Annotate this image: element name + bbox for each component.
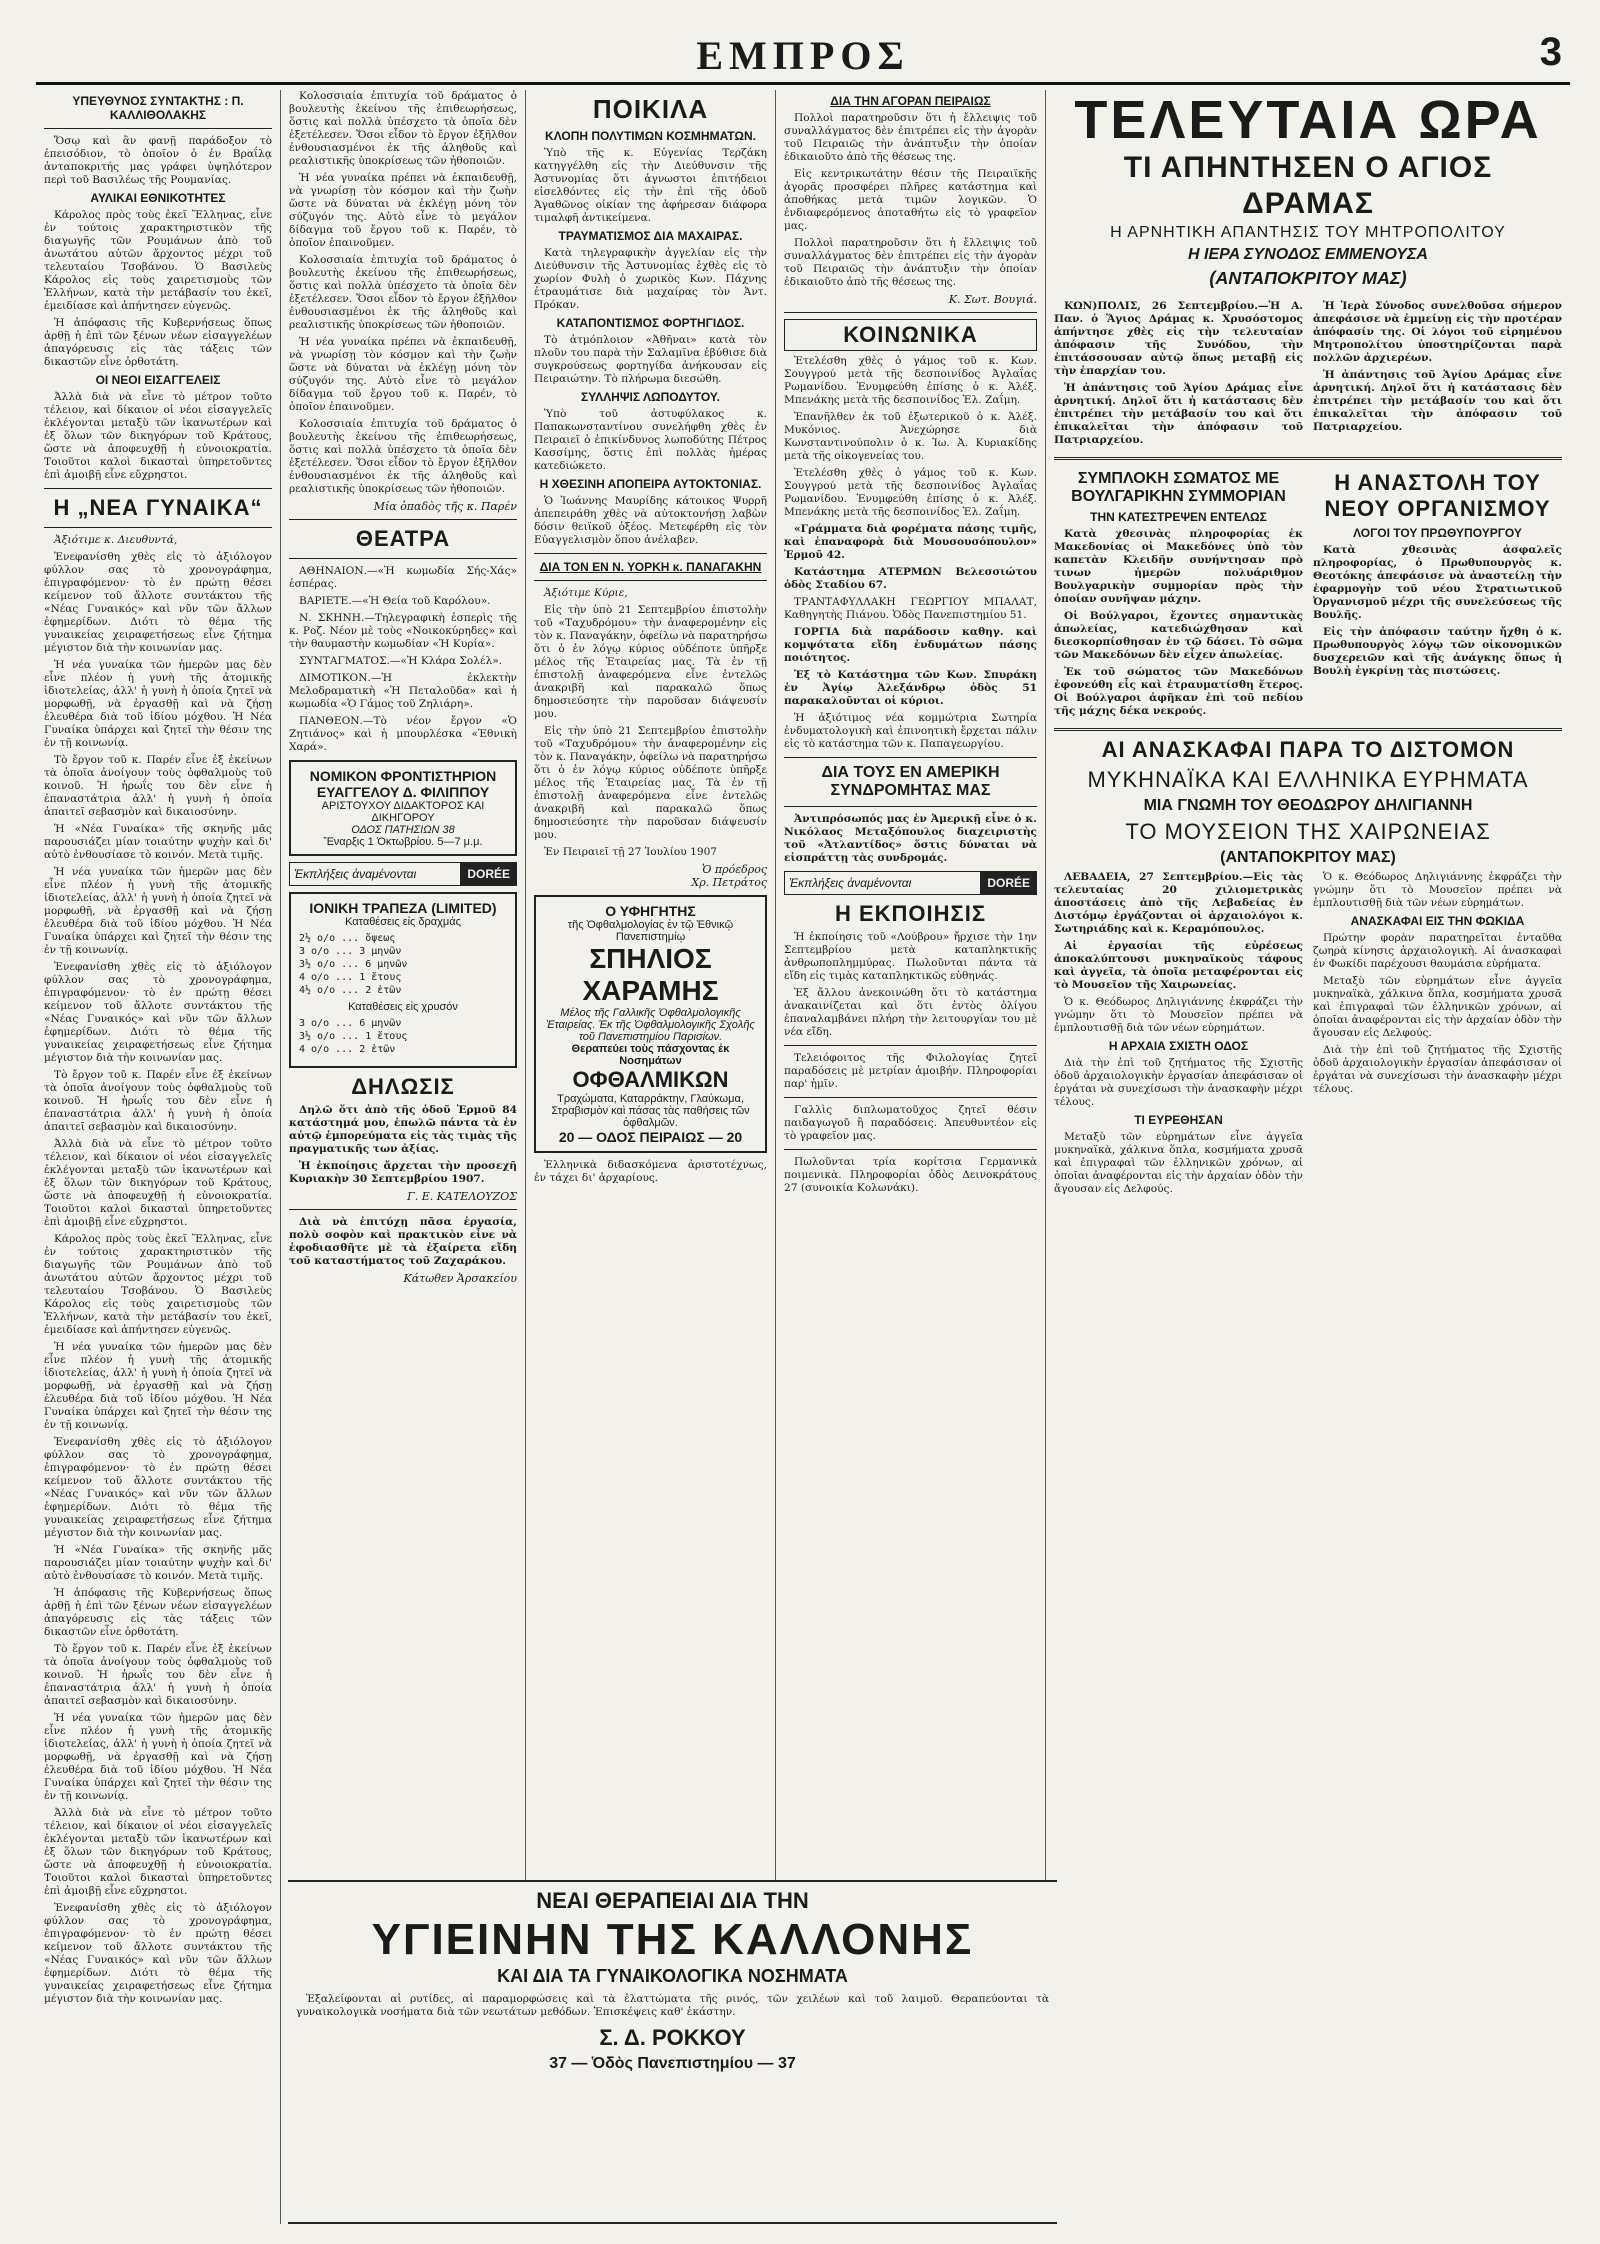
article-text: Ἡ ἀπάντησις τοῦ Ἁγίου Δράμας εἶνε ἀρνητική. Δηλοῖ ὅτι ἡ κατάστασις δὲν ἐπιτρέπει τὴν μετάβασίν του καὶ ὅτι ἐπικαλεῖται τὴν ἀπόφασιν τοῦ Πατριαρχείου.: [1054, 382, 1303, 446]
article-text: Ὁ κ. Θεόδωρος Δηλιγιάννης ἐκφράζει τὴν γνώμην ὅτι τὸ Μουσεῖον πρέπει νὰ ἐμπλουτισθῇ διὰ τῶν νέων εὑρημάτων.: [1054, 996, 1303, 1034]
ad-title: ΝΕΑΙ ΘΕΡΑΠΕΙΑΙ ΔΙΑ ΤΗΝ: [536, 1888, 809, 1913]
article-text: Ἐτελέσθη χθὲς ὁ γάμος τοῦ κ. Κων. Σουγγρού μετὰ τῆς δεσποινίδος Ἀγλαΐας Ρωμανίδου. Ἐνυμφεύθη ἐπίσης ὁ κ. Ἀλέξ. Μπενάκης μετὰ τῆς δεσποινίδος Ἑλ. Ζαΐμη.: [784, 467, 1037, 518]
signature: Μία ὀπαδὸς τῆς κ. Παρέν: [373, 500, 517, 513]
article-text: Κατὰ χθεσινὰς πληροφορίας ἐκ Μακεδονίας οἱ Μακεδόνες ὑπὸ τὸν καπετὰν Κλειδῆν συνήντησαν πρὸ τινων ἡμερῶν πολυάριθμον Βουλγαρικὴν συμμορίαν πρὸς τὴν ὁποίαν συνῆψαν μάχην.: [1054, 528, 1303, 605]
article-text: Κάρολος πρὸς τοὺς ἐκεῖ Ἕλληνας, εἶνε ἐν τούτοις χαρακτηριστικὸν τῆς διαγωγῆς τῶν Ρουμάνων ἀπὸ τοῦ ἀνωτάτου αὐτῶν ἄρχοντος μέχρι τοῦ τελευταίου Τσοβάνου. Ὁ Βασιλεὺς Κάρολος εἰς τοὺς χαιρετισμοὺς τῶν Ἑλλήνων, κατὰ τὴν μετάβασίν του ἐκεῖ, ἐμειδίασε καὶ ἀπήντησεν εὐγενῶς.: [44, 1233, 272, 1336]
article-text: Ἐνεφανίσθη χθὲς εἰς τὸ ἀξιόλογον φύλλον σας τὸ χρονογράφημα, ἐπιγραφόμενον· τὸ ἐν πρώτῃ θέσει κείμενον τοῦ ἄλλοτε συντάκτου τῆς «Νέας Γυναικός» καὶ νῦν τῶν ἄλλων ἐφημερίδων. Διότι τὸ θέμα τῆς γυναικείας χειραφετήσεως εἶνε ζήτημα μέγιστον διὰ τὴν κοινωνίαν μας.: [44, 551, 272, 654]
article-text: Ὁ κ. Θεόδωρος Δηλιγιάννης ἐκφράζει τὴν γνώμην ὅτι τὸ Μουσεῖον πρέπει νὰ ἐμπλουτισθῇ διὰ τῶν νέων εὑρημάτων.: [1313, 871, 1562, 909]
ad-name: ΕΥΑΓΓΕΛΟΥ Δ. ΦΙΛΙΠΠΟΥ: [316, 784, 490, 800]
theatre-listing: Ν. ΣΚΗΝΗ.—Τηλεγραφικὴ ἐσπερὶς τῆς κ. Ροζ. Νέον μὲ τοὺς «Νοικοκύρηδες» καὶ τὴν θαυμαστὴν κωμωδίαν «Ἡ Κυρία».: [289, 612, 517, 650]
ad-body: Ἐξαλείφονται αἱ ρυτίδες, αἱ παραμορφώσεις καὶ τὰ ἐλαττώματα τῆς ρινός, τῶν χειλέων καὶ τοῦ λαιμοῦ. Θεραπεύονται τὰ γυναικολογικὰ νοσήματα διὰ τῶν νεωτάτων μεθόδων. Ἐπισκέψεις καθ' ἑκάστην.: [296, 1993, 1049, 2018]
article-text: Ὁ Ἰωάννης Μαυρίδης κάτοικος Ψυρρῆ ἀπεπειράθη χθὲς νὰ αὐτοκτονήσῃ λαβὼν δόσιν θειϊκοῦ ὀξέος. Μετεφέρθη εἰς τὸν Εὐαγγελισμὸν ὅπου ἀνέλαβεν.: [534, 495, 767, 546]
section-heading-theatres: ΘΕΑΤΡΑ: [355, 526, 451, 551]
excavations-story: [1054, 871, 1562, 1200]
theatre-listing: ΣΥΝΤΑΓΜΑΤΟΣ.—«Ἡ Κλάρα Σολέλ».: [299, 655, 503, 667]
article-text: Ἡ νέα γυναίκα τῶν ἡμερῶν μας δὲν εἶνε πλέον ἡ γυνὴ τῆς ἀτομικῆς ἰδιοτελείας, ἀλλ' ἡ γυνὴ ἡ ὁποία ζητεῖ νὰ μορφωθῇ, νὰ ἐργασθῇ καὶ νὰ ζήσῃ ἐλευθέρα διὰ τοῦ ἰδίου μόχθου. Ἡ Νέα Γυναίκα ὑπάρχει καὶ ζητεῖ τὴν θέσιν της ἐν τῇ κοινωνίᾳ.: [44, 866, 272, 956]
article-text: Οἱ Βούλγαροι, ἔχοντες σημαντικὰς ἀπωλείας, κατεδιώχθησαν καὶ διεσκορπίσθησαν ἐν τῷ δάσει. Τὸ σῶμα τῶν Μακεδόνων δὲν εἶχεν ἀπωλείας.: [1054, 610, 1303, 661]
article-text: Ὅσῳ καὶ ἂν φανῇ παράδοξον τὸ ἐπεισόδιον, τὸ ὁποῖον ὁ ἐν Βραΐλᾳ ἀνταποκριτής μας γράφει ὑψηλότερον περὶ τοῦ Βασιλέως τῆς Ρουμανίας.: [44, 135, 272, 186]
classified-ad: Ἡ ἀξιότιμος νέα κομμώτρια Σωτηρία ἐνδυματολογικὴ καὶ ἐπινοητικὴ ἔρχεται πάλιν εἰς τὸ κατάστημα τῶν κ. Παπαγεωργίου.: [784, 712, 1037, 750]
ad-treatment-list: Τραχώματα, Καταρράκτην, Γλαύκωμα, Στραβισμὸν καὶ πάσας τὰς παθήσεις τῶν ὀφθαλμῶν.: [551, 1093, 750, 1129]
classified-ad: Ἐξ τὸ Κατάστημα τῶν Κων. Σπυράκη ἐν Ἀγίῳ Ἀλεξάνδρῳ ὁδὸς 51 παρακαλοῦνται οἱ κύριοι.: [784, 669, 1037, 707]
declaration-heading: ΔΗΛΩΣΙΣ: [351, 1074, 455, 1099]
article-heading: ΔΙΑ ΤΗΝ ΑΓΟΡΑΝ ΠΕΙΡΑΙΩΣ: [830, 94, 991, 108]
article-subheading: ΤΟ ΜΟΥΣΕΙΟΝ ΤΗΣ ΧΑΙΡΩΝΕΙΑΣ: [1125, 819, 1491, 844]
article-text: Πρώτην φορὰν παρατηρεῖται ἐνταῦθα ζωηρὰ κίνησις ἀρχαιολογικὴ. Αἱ ἀνασκαφαὶ ἐν Φωκίδι παρέχουσι θαυμάσια εὑρήματα.: [1313, 932, 1562, 970]
article-text: Ἐτελέσθη χθὲς ὁ γάμος τοῦ κ. Κων. Σουγγρού μετὰ τῆς δεσποινίδος Ἀγλαΐας Ρωμανίδου. Ἐνυμφεύθη ἐπίσης ὁ κ. Ἀλέξ. Μπενάκης μετὰ τῆς δεσποινίδος Ἑλ. Ζαΐμη.: [784, 355, 1037, 406]
article-text: Ἡ νέα γυναίκα τῶν ἡμερῶν μας δὲν εἶνε πλέον ἡ γυνὴ τῆς ἀτομικῆς ἰδιοτελείας, ἀλλ' ἡ γυνὴ ἡ ὁποία ζητεῖ νὰ μορφωθῇ, νὰ ἐργασθῇ καὶ νὰ ζήσῃ ἐλευθέρα διὰ τοῦ ἰδίου μόχθου. Ἡ Νέα Γυναίκα ὑπάρχει καὶ ζητεῖ τὴν θέσιν της ἐν τῇ κοινωνίᾳ.: [44, 1341, 272, 1431]
classified-ad: ΓΟΡΓΙΑ διὰ παράδοσιν καθηγ. καὶ κομψότατα εἴδη ἐνδυμάτων πάσης ποιότητος.: [784, 626, 1037, 664]
article-text: Ἡ ἐκποίησις τοῦ «Λούβρου» ἤρχισε τὴν 1ην Σεπτεμβρίου μετὰ καταπληκτικῆς ἀνθρωποπλημμύρας. Πωλοῦνται πάντα τὰ εἴδη εἰς τιμὰς καταπληκτικῶς εὐθηνάς.: [784, 931, 1037, 982]
article-text: Ἡ ἀπόφασις τῆς Κυβερνήσεως ὅπως ἀρθῇ ἡ ἐπὶ τῶν ξένων νέων εἰσαγγελέων ἀπαγόρευσις εἰς τὰς τάξεις τῶν δικαστῶν εἶνε ὀρθοτάτη.: [44, 1587, 272, 1638]
article-text: Ἡ Ἱερὰ Σύνοδος συνελθοῦσα σήμερον ἀπεφάσισε νὰ ἐμμείνῃ εἰς τὴν προτέραν ἀπόφασίν της. Οἱ λόγοι τοῦ εἰρημένου Μητροπολίτου ὑποστηρίζονται παρὰ πολλῶν ἀρχιερέων.: [1313, 300, 1562, 364]
article-heading: ΔΙΑ ΤΟΥΣ ΕΝ ΑΜΕΡΙΚΗ ΣΥΝΔΡΟΜΗΤΑΣ ΜΑΣ: [821, 764, 1000, 799]
article-text: Ὑπὸ τῆς κ. Εὐγενίας Τερζάκη κατηγγέλθη εἰς τὴν Διεύθυνσιν τῆς Ἀστυνομίας ὅτι ἀγνωστοι ἐπιτήδειοι εἰσελθόντες εἰς τὴν ἐπὶ τῆς ὁδοῦ Ἀγαθῶνος οἰκίαν της ἀφήρεσαν διάφορα τιμαλφῆ ἀντικείμενα.: [534, 147, 767, 224]
ad-brand: DORÉE: [980, 872, 1036, 894]
article-text: Ἀλλὰ διὰ νὰ εἶνε τὸ μέτρον τοῦτο τέλειον, καὶ δίκαιον οἱ νέοι εἰσαγγελεῖς ἐκλέγονται μεταξὺ τῶν ἱκανωτέρων καὶ ἐξ ὅλων τῶν δικηγόρων τοῦ Κράτους, ὥστε νὰ ἀποφευχθῇ ἡ εὐνοιοκρατία. Τοιοῦτοι καλοὶ δικασταὶ ὑπηρετοῦντες ἐπὶ ἀμοιβῇ εἶνε εὔχρηστοι.: [44, 1807, 272, 1897]
article-text: Διὰ τὴν ἐπὶ τοῦ ζητήματος τῆς Σχιστῆς ὁδοῦ ἀρχαιολογικὴν ἐργασίαν ἀπεφάσισαν οἱ ἐργάται νὰ συνεχίσωσι τὴν ἀνασκαφὴν μέχρι τέλους.: [1054, 1057, 1303, 1108]
article-heading: ΑΝΑΣΚΑΦΑΙ ΕΙΣ ΤΗΝ ΦΩΚΙΔΑ: [1350, 914, 1525, 928]
article-text: Κατὰ τηλεγραφικὴν ἀγγελίαν εἰς τὴν Διεύθυνσιν τῆς Ἀστυνομίας ἐχθὲς εἰς τὸ χωρίον Φυλὴ ὁ χωρικὸς Κων. Πάχνης ἐτραυμάτισε διὰ μαχαίρας τὸν Ἀντ. Πρόκαν.: [534, 247, 767, 311]
salutation: Ἀξιότιμε κ. Διευθυντά,: [54, 534, 178, 546]
section-heading-social: ΚΟΙΝΩΝΙΚΑ: [784, 319, 1037, 351]
signature: Κ. Σωτ. Βουγιά.: [948, 293, 1037, 306]
article-subheading: ΛΟΓΟΙ ΤΟΥ ΠΡΩΘΥΠΟΥΡΓΟΥ: [1353, 526, 1522, 540]
article-heading: ΑΥΛΙΚΑΙ ΕΘΝΙΚΟΤΗΤΕΣ: [90, 191, 226, 205]
bank-rates-gold: 3 ο/ο ... 6 μηνῶν 3½ ο/ο ... 1 ἔτους 4 ο/ο ... 2 ἐτῶν: [299, 1018, 408, 1055]
article-heading: ΔΙΑ ΤΟΝ ΕΝ Ν. ΥΟΡΚΗ κ. ΠΑΝΑΓΑΚΗΝ: [539, 560, 762, 574]
ad-address: 20 — ΟΔΟΣ ΠΕΙΡΑΙΩΣ — 20: [558, 1129, 743, 1145]
advertisement-doree: [784, 871, 1037, 895]
article-heading: ΚΛΟΠΗ ΠΟΛΥΤΙΜΩΝ ΚΟΣΜΗΜΑΤΩΝ.: [545, 129, 756, 143]
article-text: Εἰς κεντρικωτάτην θέσιν τῆς Πειραιϊκῆς ἀγορᾶς προσφέρει πλῆρες κατάστημα καὶ ἀποθήκας μετὰ τιμῶν λογικῶν. Ὁ ἐνδιαφερόμενος ἀποταθήτω εἰς τὸ γραφεῖον μας.: [784, 168, 1037, 232]
article-text: Ἡ «Νέα Γυναίκα» τῆς σκηνῆς μᾶς παρουσιάζει μίαν τοιαύτην ψυχὴν καὶ δι' αὐτὸ ἐνθουσίασε τὸ κοινόν. Μετὰ τιμῆς.: [44, 1544, 272, 1582]
article-heading: Η ΑΡΧΑΙΑ ΣΧΙΣΤΗ ΟΔΟΣ: [1108, 1039, 1249, 1053]
theatre-listing: ΠΑΝΘΕΟΝ.—Τὸ νέον ἔργον «Ὁ Ζητιάνος» καὶ ἡ μπουρλέσκα «Ἐθνικὴ Χαρά».: [289, 715, 517, 753]
article-text: Ἡ νέα γυναίκα τῶν ἡμερῶν μας δὲν εἶνε πλέον ἡ γυνὴ τῆς ἀτομικῆς ἰδιοτελείας, ἀλλ' ἡ γυνὴ ἡ ὁποία ζητεῖ νὰ μορφωθῇ, νὰ ἐργασθῇ καὶ νὰ ζήσῃ ἐλευθέρα διὰ τοῦ ἰδίου μόχθου. Ἡ Νέα Γυναίκα ὑπάρχει καὶ ζητεῖ τὴν θέσιν της ἐν τῇ κοινωνίᾳ.: [44, 1712, 272, 1802]
article-heading: Η ΕΚΠΟΙΗΣΙΣ: [834, 901, 987, 926]
advertisement-beauty-clinic: [288, 1880, 1057, 2224]
ad-address: ΟΔΟΣ ΠΑΤΗΣΙΩΝ 38: [351, 824, 455, 836]
banner-subtitle: ΤΙ ΑΠΗΝΤΗΣΕΝ Ο ΑΓΙΟΣ ΔΡΑΜΑΣ: [1123, 151, 1493, 220]
lead-story: [1054, 300, 1562, 451]
ad-title: ΝΟΜΙΚΟΝ ΦΡΟΝΤΙΣΤΗΡΙΟΝ: [309, 768, 497, 784]
advertisement-text: Διὰ νὰ ἐπιτύχῃ πᾶσα ἐργασία, πολὺ σοφὸν καὶ πρακτικὸν εἶνε νὰ ἐφοδιασθῆτε μὲ τὰ ἐξαίρετα εἴδη τοῦ καταστήματος τοῦ Ζαχαράκου.: [289, 1216, 517, 1267]
article-text: Κολοσσιαία ἐπιτυχία τοῦ δράματος ὁ βουλευτὴς ἐκείνου τῆς ἐπιθεωρήσεως, ὅστις καὶ πολλὰ ὑπέσχετο τὰ ὁποῖα δὲν ἐξετέλεσεν. Ὅσοι εἶδον τὸ ἔργον ἐξῆλθον ἐνθουσιασμένοι ἐκ τῆς ἀληθοῦς καὶ ρεαλιστικῆς ὑποκρίσεως τῶν ἠθοποιῶν.: [289, 254, 517, 331]
article-text: Πολλοὶ παρατηροῦσιν ὅτι ἡ ἔλλειψις τοῦ συναλλάγματος δὲν ἐπιτρέπει εἰς τὴν ἀγορὰν τοῦ Πειραιῶς τὴν ἀνάπτυξιν τὴν ὁποίαν ἐδικαιοῦτο ἀπὸ τῆς θέσεως της.: [784, 112, 1037, 163]
article-text: Κολοσσιαία ἐπιτυχία τοῦ δράματος ὁ βουλευτὴς ἐκείνου τῆς ἐπιθεωρήσεως, ὅστις καὶ πολλὰ ὑπέσχετο τὰ ὁποῖα δὲν ἐξετέλεσεν. Ὅσοι εἶδον τὸ ἔργον ἐξῆλθον ἐνθουσιασμένοι ἐκ τῆς ἀληθοῦς καὶ ρεαλιστικῆς ὑποκρίσεως τῶν ἠθοποιῶν.: [289, 418, 517, 495]
theatre-listing: ΔΙΜΟΤΙΚΟΝ.—Ἡ ἐκλεκτὴν Μελοδραματικὴ «Ἡ Πεταλοῦδα» καὶ ἡ κωμωδία «Ὁ Γάμος τοῦ Ζηλιάρη».: [289, 672, 517, 710]
banner-line: Η ΙΕΡΑ ΣΥΝΟΔΟΣ ΕΜΜΕΝΟΥΣΑ: [1188, 246, 1428, 263]
ad-subtitle: τῆς Ὀφθαλμολογίας ἐν τῷ Ἐθνικῷ Πανεπιστημίῳ: [567, 919, 734, 943]
article-text: Ἐνεφανίσθη χθὲς εἰς τὸ ἀξιόλογον φύλλον σας τὸ χρονογράφημα, ἐπιγραφόμενον· τὸ ἐν πρώτῃ θέσει κείμενον τοῦ ἄλλοτε συντάκτου τῆς «Νέας Γυναικός» καὶ νῦν τῶν ἄλλων ἐφημερίδων. Διότι τὸ θέμα τῆς γυναικείας χειραφετήσεως εἶνε ζήτημα μέγιστον διὰ τὴν κοινωνίαν μας.: [44, 1902, 272, 2005]
article-text: Ἡ «Νέα Γυναίκα» τῆς σκηνῆς μᾶς παρουσιάζει μίαν τοιαύτην ψυχὴν καὶ δι' αὐτὸ ἐνθουσίασε τὸ κοινόν. Μετὰ τιμῆς.: [44, 823, 272, 861]
ad-subtitle: ΑΡΙΣΤΟΥΧΟΥ ΔΙΔΑΚΤΟΡΟΣ ΚΑΙ ΔΙΚΗΓΟΡΟΥ: [321, 800, 485, 824]
classified-ad: Τελειόφοιτος τῆς Φιλολογίας ζητεῖ παραδόσεις μὲ μετρίαν ἀμοιβήν. Πληροφορίαι παρ' ἡμῖν.: [784, 1052, 1037, 1090]
article-text: Πολλοὶ παρατηροῦσιν ὅτι ἡ ἔλλειψις τοῦ συναλλάγματος δὲν ἐπιτρέπει εἰς τὴν ἀγορὰν τοῦ Πειραιῶς τὴν ἀνάπτυξιν τὴν ὁποίαν ἐδικαιοῦτο ἀπὸ τῆς θέσεως της.: [784, 237, 1037, 288]
article-text: Ἡ νέα γυναίκα πρέπει νὰ ἐκπαιδευθῇ, νὰ γνωρίσῃ τὸν κόσμον καὶ τὴν ζωὴν ὥστε νὰ δύναται νὰ ἐκλέγῃ μόνη τὸν σύζυγόν της. Αὐτὸ εἶνε τὸ μεγάλον δίδαγμα τοῦ ἔργου τοῦ κ. Παρέν, τὸ ὁποῖον ἐπαινοῦμεν.: [289, 172, 517, 249]
article-text: Ἐνεφανίσθη χθὲς εἰς τὸ ἀξιόλογον φύλλον σας τὸ χρονογράφημα, ἐπιγραφόμενον· τὸ ἐν πρώτῃ θέσει κείμενον τοῦ ἄλλοτε συντάκτου τῆς «Νέας Γυναικός» καὶ νῦν τῶν ἄλλων ἐφημερίδων. Διότι τὸ θέμα τῆς γυναικείας χειραφετήσεως εἶνε ζήτημα μέγιστον διὰ τὴν κοινωνίαν μας.: [44, 961, 272, 1064]
article-heading: ΤΙ ΕΥΡΕΘΗΣΑΝ: [1134, 1113, 1223, 1127]
article-text: Ὑπὸ τοῦ ἀστυφύλακος κ. Παπακωνσταντίνου συνελήφθη χθὲς ἐν Πειραιεῖ ὁ ἐπικίνδυνος λωποδύτης Πέτρος Κασσίμης, ὅστις ἐπὶ πολλὰς ἡμέρας κατεδιώκετο.: [534, 408, 767, 472]
ad-description: Μέλος τῆς Γαλλικῆς Ὀφθαλμολογικῆς Ἑταιρείας. Ἐκ τῆς Ὀφθαλμολογικῆς Σχολῆς τοῦ Πανεπιστημίου Παρισίων.: [546, 1007, 755, 1043]
article-text: Ἀντιπρόσωπός μας ἐν Ἀμερικῇ εἶνε ὁ κ. Νικόλαος Μεταξόπουλος διαχειριστὴς τοῦ «Ἀτλαντίδος» ὅστις δύναται νὰ εἰσπράττῃ τὰς συνδρομάς.: [784, 813, 1037, 864]
advertisement-bank: [289, 892, 517, 1068]
article-text: Ἀλλὰ διὰ νὰ εἶνε τὸ μέτρον τοῦτο τέλειον, καὶ δίκαιον οἱ νέοι εἰσαγγελεῖς ἐκλέγονται μεταξὺ τῶν ἱκανωτέρων καὶ ἐξ ὅλων τῶν δικηγόρων τοῦ Κράτους, ὥστε νὰ ἀποφευχθῇ ἡ εὐνοιοκρατία. Τοιοῦτοι καλοὶ δικασταὶ ὑπηρετοῦντες ἐπὶ ἀμοιβῇ εἶνε εὔχρηστοι.: [44, 391, 272, 481]
bank-rates: 2½ ο/ο ... ὄψεως 3 ο/ο ... 3 μηνῶν 3½ ο/ο ... 6 μηνῶν 4 ο/ο ... 1 ἔτους 4½ ο/ο ... 2 ἐτῶν: [299, 933, 408, 996]
ad-text: Ἐκπλήξεις ἀναμένονται: [789, 876, 912, 890]
article-text: Αἱ ἐργασίαι τῆς εὑρέσεως ἀποκαλύπτουσι μυκηναϊκοὺς τάφους καὶ ἀγγεῖα, τὰ ὁποῖα μεταφέρονται εἰς τὸ Μουσεῖον τῆς Χαιρωνείας.: [1054, 940, 1303, 991]
article-text: Μεταξὺ τῶν εὑρημάτων εἶνε ἀγγεῖα μυκηναϊκὰ, χάλκινα ὅπλα, κοσμήματα χρυσᾶ καὶ ἐπιγραφαὶ τῶν ἑλληνικῶν χρόνων, αἱ ὁποῖαι ἀναφέρονται εἰς τὴν ἀρχαίαν ὁδὸν τὴν ἄγουσαν εἰς Δελφούς.: [1313, 975, 1562, 1039]
newspaper-title: ΕΜΠΡΟΣ: [696, 33, 910, 78]
article-heading: ΣΥΛΛΗΨΙΣ ΛΩΠΟΔΥΤΟΥ.: [581, 390, 720, 404]
page-number: 3: [1539, 30, 1562, 74]
declaration-text: Δηλῶ ὅτι ἀπὸ τῆς ὁδοῦ Ἑρμοῦ 84 κατάστημά μου, ἐπωλῶ πάντα τὰ ἐν αὐτῷ ἐμπορεύματα εἰς τὰς τιμὰς τῆς πραγματικῆς των ἀξίας.: [289, 1104, 517, 1155]
article-heading: Η ΧΘΕΣΙΝΗ ΑΠΟΠΕΙΡΑ ΑΥΤΟΚΤΟΝΙΑΣ.: [539, 477, 762, 491]
classified-ad: ΤΡΑΝΤΑΦΥΛΛΑΚΗ ΓΕΩΡΓΙΟΥ ΜΠΑΛΑΤ, Καθηγητὴς Πιάνου. Ὁδὸς Πανεπιστημίου 51.: [784, 596, 1037, 621]
article-text: Ἡ ἀπόφασις τῆς Κυβερνήσεως ὅπως ἀρθῇ ἡ ἐπὶ τῶν ξένων νέων εἰσαγγελέων ἀπαγόρευσις εἰς τὰς τάξεις τῶν δικαστῶν εἶνε ὀρθοτάτη.: [44, 317, 272, 368]
lower-stories: [1054, 466, 1562, 722]
ad-subtitle: ΚΑΙ ΔΙΑ ΤΑ ΓΥΝΑΙΚΟΛΟΓΙΚΑ ΝΟΣΗΜΑΤΑ: [497, 1966, 848, 1986]
bank-subtitle: Καταθέσεις εἰς δραχμάς: [345, 916, 461, 928]
article-subheading: ΜΥΚΗΝΑΪΚΑ ΚΑΙ ΕΛΛΗΝΙΚΑ ΕΥΡΗΜΑΤΑ: [1087, 767, 1529, 792]
column-5: [1046, 90, 1570, 2224]
article-text: Ἡ ἀπάντησις τοῦ Ἁγίου Δράμας εἶνε ἀρνητική. Δηλοῖ ὅτι ἡ κατάστασις δὲν ἐπιτρέπει τὴν μετάβασίν του καὶ ὅτι ἐπικαλεῖται τὴν ἀπόφασιν τοῦ Πατριαρχείου.: [1313, 369, 1562, 433]
article-text: Ἡ νέα γυναίκα τῶν ἡμερῶν μας δὲν εἶνε πλέον ἡ γυνὴ τῆς ἀτομικῆς ἰδιοτελείας, ἀλλ' ἡ γυνὴ ἡ ὁποία ζητεῖ νὰ μορφωθῇ, νὰ ἐργασθῇ καὶ νὰ ζήσῃ ἐλευθέρα διὰ τοῦ ἰδίου μόχθου. Ἡ Νέα Γυναίκα ὑπάρχει καὶ ζητεῖ τὴν θέσιν της ἐν τῇ κοινωνίᾳ.: [44, 659, 272, 749]
advertisement-text: Ἑλληνικὰ διδασκόμενα ἀριστοτέχνως, ἐν τάχει δι' ἀρχαρίους.: [534, 1159, 767, 1184]
article-text: ΚΩΝ)ΠΟΛΙΣ, 26 Σεπτεμβρίου.—Ἡ Α. Παν. ὁ Ἅγιος Δράμας κ. Χρυσόστομος ἀπήντησε χθὲς εἰς τὴν τελευταίαν ἀπόφασιν τῆς Συνόδου, τὴν ἐπιτάσσουσαν αὐτῷ ὅπως μεταβῇ εἰς τὴν ἐπαρχίαν του.: [1054, 300, 1303, 377]
article-subheading: ΜΙΑ ΓΝΩΜΗ ΤΟΥ ΘΕΟΔΩΡΟΥ ΔΗΛΙΓΙΑΝΝΗ: [1143, 797, 1473, 814]
ad-treats: Θεραπεύει τοὺς πάσχοντας ἐκ Νοσημάτων: [571, 1043, 730, 1067]
article-subheading: (ΑΝΤΑΠΟΚΡΙΤΟΥ ΜΑΣ): [1220, 849, 1396, 866]
ad-headline: ΥΓΙΕΙΝΗΝ ΤΗΣ ΚΑΛΛΟΝΗΣ: [371, 1915, 974, 1964]
advertisement-signature: Κάτωθεν Ἀρσακείου: [403, 1272, 517, 1285]
article-text: Ἀλλὰ διὰ νὰ εἶνε τὸ μέτρον τοῦτο τέλειον, καὶ δίκαιον οἱ νέοι εἰσαγγελεῖς ἐκλέγονται μεταξὺ τῶν ἱκανωτέρων καὶ ἐξ ὅλων τῶν δικηγόρων τοῦ Κράτους, ὥστε νὰ ἀποφευχθῇ ἡ εὐνοιοκρατία. Τοιοῦτοι καλοὶ δικασταὶ ὑπηρετοῦντες ἐπὶ ἀμοιβῇ εἶνε εὔχρηστοι.: [44, 1138, 272, 1228]
article-text: Τὸ ἔργον τοῦ κ. Παρέν εἶνε ἐξ ἐκείνων τὰ ὁποῖα ἀνοίγουν τοὺς ὀφθαλμοὺς τοῦ κοινοῦ. Ἡ ἡρωΐς του δὲν εἶνε ἡ ἐπαναστάτρια ἀλλ' ἡ γυνὴ ἡ ὁποία ἀπαιτεῖ σεβασμὸν καὶ δικαιοσύνην.: [44, 754, 272, 818]
article-heading: ΟΙ ΝΕΟΙ ΕΙΣΑΓΓΕΛΕΙΣ: [95, 373, 221, 387]
ad-title: Ο ΥΦΗΓΗΤΗΣ: [605, 903, 696, 919]
article-subheading: ΤΗΝ ΚΑΤΕΣΤΡΕΨΕΝ ΕΝΤΕΛΩΣ: [1090, 510, 1267, 524]
article-text: Τὸ ἔργον τοῦ κ. Παρέν εἶνε ἐξ ἐκείνων τὰ ὁποῖα ἀνοίγουν τοὺς ὀφθαλμοὺς τοῦ κοινοῦ. Ἡ ἡρωΐς του δὲν εἶνε ἡ ἐπαναστάτρια ἀλλ' ἡ γυνὴ ἡ ὁποία ἀπαιτεῖ σεβασμὸν καὶ δικαιοσύνην.: [44, 1643, 272, 1707]
article-text: Μεταξὺ τῶν εὑρημάτων εἶνε ἀγγεῖα μυκηναϊκὰ, χάλκινα ὅπλα, κοσμήματα χρυσᾶ καὶ ἐπιγραφαὶ τῶν ἑλληνικῶν χρόνων, αἱ ὁποῖαι ἀναφέρονται εἰς τὴν ἀρχαίαν ὁδὸν τὴν ἄγουσαν εἰς Δελφούς.: [1054, 1131, 1303, 1195]
dateline: Ἐν Πειραιεῖ τῇ 27 Ἰουλίου 1907: [544, 846, 718, 858]
ad-doctor-name: Σ. Δ. ΡΟΚΚΟΥ: [599, 2025, 746, 2050]
advertisement-law-school: [289, 760, 517, 856]
declaration-signature: Γ. Ε. ΚΑΤΕΛΟΥΖΟΣ: [407, 1190, 517, 1203]
ad-doctor-name: ΣΠΗΛΙΟΣ ΧΑΡΑΜΗΣ: [582, 943, 719, 1006]
ad-brand: DORÉE: [460, 863, 516, 885]
article-heading: ΤΡΑΥΜΑΤΙΣΜΟΣ ΔΙΑ ΜΑΧΑΙΡΑΣ.: [558, 229, 743, 243]
classified-ad: Πωλοῦνται τρία κορίτσια Γερμανικὰ ποιμενικὰ. Πληροφορίαι ὁδὸς Δεινοκράτους 27 (συνοικία Κολωνάκι).: [784, 1156, 1037, 1194]
article-text: Ἐπανῆλθεν ἐκ τοῦ ἐξωτερικοῦ ὁ κ. Ἀλέξ. Μυκόνιος. Ἀνεχώρησε διὰ Κωνσταντινούπολιν ὁ κ. Ἰω. Ἀ. Κυριακίδης μετὰ τῆς οἰκογενείας του.: [784, 411, 1037, 462]
article-text: Κάρολος πρὸς τοὺς ἐκεῖ Ἕλληνας, εἶνε ἐν τούτοις χαρακτηριστικὸν τῆς διαγωγῆς τῶν Ρουμάνων ἀπὸ τοῦ ἀνωτάτου αὐτῶν ἄρχοντος μέχρι τοῦ τελευταίου Τσοβάνου. Ὁ Βασιλεὺς Κάρολος εἰς τοὺς χαιρετισμοὺς τῶν Ἑλλήνων, κατὰ τὴν μετάβασίν του ἐκεῖ, ἐμειδίασε καὶ ἀπήντησεν εὐγενῶς.: [44, 209, 272, 312]
article-text: Ἡ νέα γυναίκα πρέπει νὰ ἐκπαιδευθῇ, νὰ γνωρίσῃ τὸν κόσμον καὶ τὴν ζωὴν ὥστε νὰ δύναται νὰ ἐκλέγῃ μόνη τὸν σύζυγόν της. Αὐτὸ εἶνε τὸ μεγάλον δίδαγμα τοῦ ἔργου τοῦ κ. Παρέν, τὸ ὁποῖον ἐπαινοῦμεν.: [289, 336, 517, 413]
banner-title: ΤΕΛΕΥΤΑΙΑ ΩΡΑ: [1074, 90, 1542, 150]
latest-news-banner: [1054, 90, 1562, 290]
theatre-listing: ΑΘΗΝΑΙΟΝ.—«Ἡ κωμωδία Σής-Χάς» ἑσπέρας.: [289, 565, 517, 590]
theatre-listing: ΒΑΡΙΕΤΕ.—«Ἡ Θεία τοῦ Καρόλου».: [299, 595, 491, 607]
article-text: ΛΕΒΑΔΕΙΑ, 27 Σεπτεμβρίου.—Εἰς τὰς τελευταίας 20 χιλιομετρικὰς ἀποστάσεις ἀπὸ τῆς Λεβαδείας ἐν Διστόμῳ ἐργάζονται οἱ ἀρχαιολόγοι κ. Σωτηριάδης καὶ κ. Κεραμόπουλος.: [1054, 871, 1303, 935]
article-text: Κατὰ χθεσινὰς ἀσφαλεῖς πληροφορίας, ὁ Πρωθυπουργὸς κ. Θεοτόκης ἀπεφάσισε νὰ ἀναστείλῃ τὴν ἐφαρμογὴν τοῦ νέου Στρατιωτικοῦ Ὀργανισμοῦ μέχρι τῆς συνελεύσεως τῆς Βουλῆς.: [1313, 544, 1562, 621]
article-text: Ἐκ τοῦ σώματος τῶν Μακεδόνων ἐφονεύθη εἷς καὶ ἐτραυματίσθη ἕτερος. Οἱ Βούλγαροι ἀφῆκαν ἐπὶ τοῦ πεδίου τῆς μάχης δέκα νεκρούς.: [1054, 666, 1303, 717]
article-text: Ἐξ ἄλλου ἀνεκοινώθη ὅτι τὸ κατάστημα ἀνακαινίζεται καὶ ὅτι ἐντὸς ὀλίγου ἐπαναλαμβάνει πλήρη τὴν λειτουργίαν του μὲ νέα εἴδη.: [784, 987, 1037, 1038]
masthead: [36, 28, 1570, 85]
article-text: Κολοσσιαία ἐπιτυχία τοῦ δράματος ὁ βουλευτὴς ἐκείνου τῆς ἐπιθεωρήσεως, ὅστις καὶ πολλὰ ὑπέσχετο τὰ ὁποῖα δὲν ἐξετέλεσεν. Ὅσοι εἶδον τὸ ἔργον ἐξῆλθον ἐνθουσιασμένοι ἐκ τῆς ἀληθοῦς καὶ ρεαλιστικῆς ὑποκρίσεως τῶν ἠθοποιῶν.: [289, 90, 517, 167]
signature: Ὁ πρόεδρος Χρ. Πετράτος: [691, 863, 767, 889]
advertisement-doree: [289, 862, 517, 886]
salutation: Ἀξιότιμε Κύριε,: [544, 587, 628, 599]
article-heading: ΑΙ ΑΝΑΣΚΑΦΑΙ ΠΑΡΑ ΤΟ ΔΙΣΤΟΜΟΝ: [1101, 737, 1515, 762]
article-text: Εἰς τὴν ἀπόφασιν ταύτην ἤχθη ὁ κ. Πρωθυπουργὸς λόγῳ τῶν οἰκονομικῶν δυσχερειῶν καὶ τῆς ἀνάγκης ὅπως ἡ Βουλὴ ἐγκρίνῃ τὰς πιστώσεις.: [1313, 626, 1562, 677]
article-heading: Η ΑΝΑΣΤΟΛΗ ΤΟΥ ΝΕΟΥ ΟΡΓΑΝΙΣΜΟΥ: [1324, 470, 1551, 521]
article-text: Τὸ ἔργον τοῦ κ. Παρέν εἶνε ἐξ ἐκείνων τὰ ὁποῖα ἀνοίγουν τοὺς ὀφθαλμοὺς τοῦ κοινοῦ. Ἡ ἡρωΐς του δὲν εἶνε ἡ ἐπαναστάτρια ἀλλ' ἡ γυνὴ ἡ ὁποία ἀπαιτεῖ σεβασμὸν καὶ δικαιοσύνην.: [44, 1069, 272, 1133]
banner-line: Η ΑΡΝΗΤΙΚΗ ΑΠΑΝΤΗΣΙΣ ΤΟΥ ΜΗΤΡΟΠΟΛΙΤΟΥ: [1110, 224, 1506, 241]
article-heading: ΚΑΤΑΠΟΝΤΙΣΜΟΣ ΦΟΡΤΗΓΙΔΟΣ.: [556, 316, 745, 330]
ad-specialty: ΟΦΘΑΛΜΙΚΩΝ: [572, 1067, 729, 1092]
article-text: Ἐνεφανίσθη χθὲς εἰς τὸ ἀξιόλογον φύλλον σας τὸ χρονογράφημα, ἐπιγραφόμενον· τὸ ἐν πρώτῃ θέσει κείμενον τοῦ ἄλλοτε συντάκτου τῆς «Νέας Γυναικός» καὶ νῦν τῶν ἄλλων ἐφημερίδων. Διότι τὸ θέμα τῆς γυναικείας χειραφετήσεως εἶνε ζήτημα μέγιστον διὰ τὴν κοινωνίαν μας.: [44, 1436, 272, 1539]
article-heading: Η „ΝΕΑ ΓΥΝΑΙΚΑ“: [53, 495, 263, 520]
classified-ad: Κατάστημα ΑΤΕΡΜΩΝ Βελεσσιώτου ὁδὸς Σταδίου 67.: [784, 566, 1037, 591]
classified-ad: «Γράμματα διὰ φορέματα πάσης τιμῆς, καὶ ἐπαναφορὰ διὰ Μουσουσόπουλον» Ἑρμοῦ 42.: [784, 523, 1037, 561]
article-heading: ΣΥΜΠΛΟΚΗ ΣΩΜΑΤΟΣ ΜΕ ΒΟΥΛΓΑΡΙΚΗΝ ΣΥΜΜΟΡΙΑΝ: [1071, 470, 1286, 505]
section-heading-miscellany: ΠΟΙΚΙΛΑ: [592, 94, 709, 124]
ad-note: Ἔναρξις 1 Ὀκτωβρίου. 5—7 μ.μ.: [323, 836, 483, 848]
article-text: Διὰ τὴν ἐπὶ τοῦ ζητήματος τῆς Σχιστῆς ὁδοῦ ἀρχαιολογικὴν ἐργασίαν ἀπεφάσισαν οἱ ἐργάται νὰ συνεχίσωσι τὴν ἀνασκαφὴν μέχρι τέλους.: [1313, 1044, 1562, 1095]
article-text: Τὸ ἀτμόπλοιον «Ἀθῆναι» κατὰ τὸν πλοῦν του παρὰ τὴν Σαλαμῖνα ἐβύθισε διὰ συγκρούσεως φορτηγίδα ἀνήκουσαν εἰς Πειραιώτην. Τὸ πλήρωμα διεσώθη.: [534, 334, 767, 385]
advertisement-ophthalmologist: [534, 895, 767, 1153]
editor-kicker: ΥΠΕΥΘΥΝΟΣ ΣΥΝΤΑΚΤΗΣ : Π. ΚΑΛΛΙΘΟΛΑΚΗΣ: [72, 94, 244, 122]
column-1: [36, 90, 281, 2224]
article-text: Εἰς τὴν ὑπὸ 21 Σεπτεμβρίου ἐπιστολὴν τοῦ «Ταχυδρόμου» τὴν ἀναφερομένην εἰς τὸν κ. Παναγάκην, ὀφείλω νὰ παρατηρήσω ὅτι ὁ ἐν λόγῳ κύριος οὐδέποτε ὑπῆρξε μέλος τῆς Ἑταιρείας μας. Τὰ ἐν τῇ ἐπιστολῇ ἀναφερόμενα εἶνε ἐντελῶς ἀνακριβῆ καὶ παρακαλῶ ὅπως δημοσιεύσητε τὴν παροῦσαν διάψευσίν μου.: [534, 604, 767, 720]
declaration-text: Ἡ ἐκποίησις ἄρχεται τὴν προσεχῆ Κυριακὴν 30 Σεπτεμβρίου 1907.: [289, 1160, 517, 1185]
bank-subtitle-gold: Καταθέσεις εἰς χρυσόν: [348, 1001, 458, 1013]
bank-title: ΙΟΝΙΚΗ ΤΡΑΠΕΖΑ (LIMITED): [309, 900, 497, 916]
ad-address: 37 — Ὁδὸς Πανεπιστημίου — 37: [549, 2055, 796, 2072]
ad-text: Ἐκπλήξεις ἀναμένονται: [294, 867, 417, 881]
classified-ad: Γαλλὶς διπλωματοῦχος ζητεῖ θέσιν παιδαγωγοῦ ἢ παραδόσεις. Ἀπευθυντέον εἰς τὸ γραφεῖον μας.: [784, 1104, 1037, 1142]
article-text: Εἰς τὴν ὑπὸ 21 Σεπτεμβρίου ἐπιστολὴν τοῦ «Ταχυδρόμου» τὴν ἀναφερομένην εἰς τὸν κ. Παναγάκην, ὀφείλω νὰ παρατηρήσω ὅτι ὁ ἐν λόγῳ κύριος οὐδέποτε ὑπῆρξε μέλος τῆς Ἑταιρείας μας. Τὰ ἐν τῇ ἐπιστολῇ ἀναφερόμενα εἶνε ἐντελῶς ἀνακριβῆ καὶ παρακαλῶ ὅπως δημοσιεύσητε τὴν παροῦσαν διάψευσίν μου.: [534, 725, 767, 841]
banner-line: (ΑΝΤΑΠΟΚΡΙΤΟΥ ΜΑΣ): [1209, 268, 1407, 288]
